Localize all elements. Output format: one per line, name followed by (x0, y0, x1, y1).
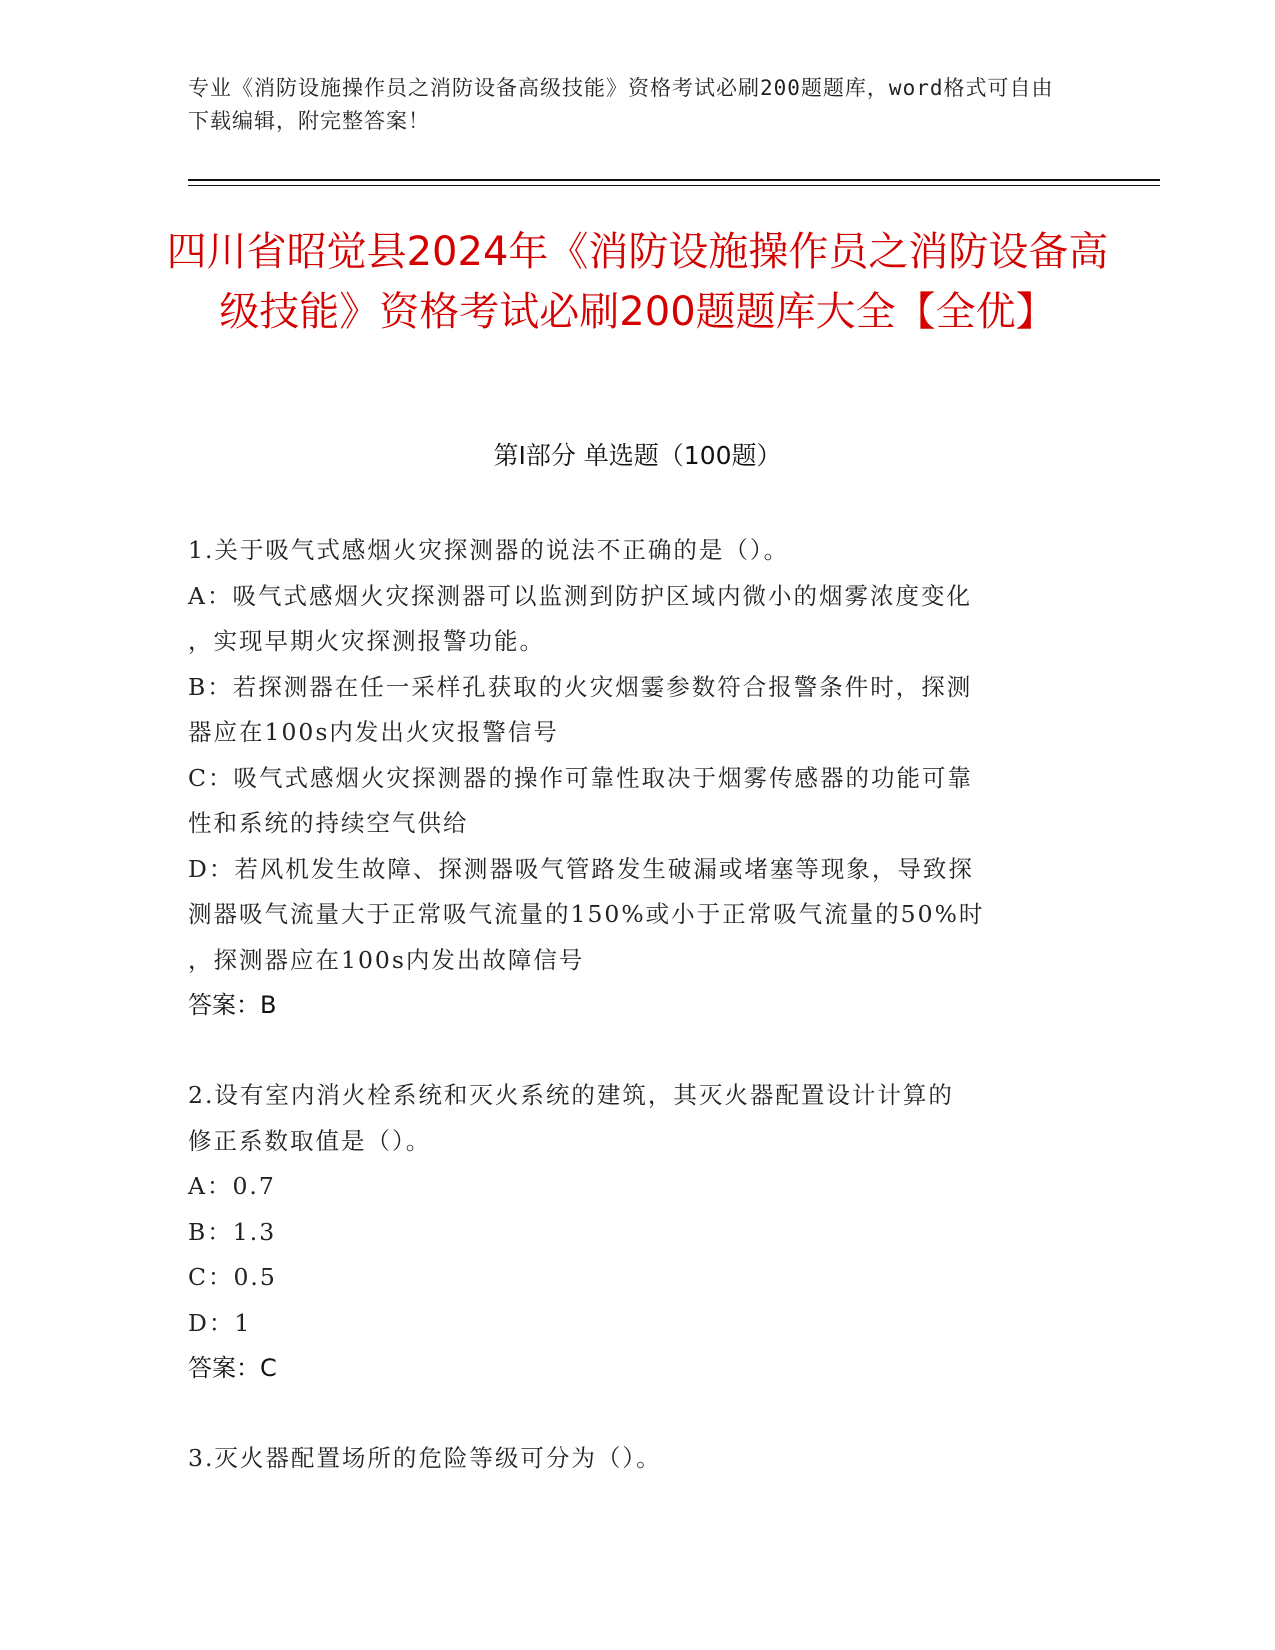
question-option: D：若风机发生故障、探测器吸气管路发生破漏或堵塞等现象，导致探 测器吸气流量大于正常吸气流量的150%或小于正常吸气流量的50%时 ，探测器应在100s内发出故障信号 (188, 854, 985, 974)
question-item (188, 1073, 1088, 1391)
question-option: C：0.5 (188, 1263, 277, 1291)
header-note: 专业《消防设施操作员之消防设备高级技能》资格考试必刷200题题库，word格式可自由下载编辑，附完整答案！ (188, 76, 1054, 133)
question-option: A：0.7 (188, 1172, 276, 1200)
question-option: B：若探测器在任一采样孔获取的火灾烟霎参数符合报警条件时，探测 器应在100s内发出火灾报警信号 (188, 672, 973, 746)
question-stem: 1.关于吸气式感烟火灾探测器的说法不正确的是（）。 (188, 536, 790, 564)
question-stem: 3.灭火器配置场所的危险等级可分为（）。 (188, 1444, 662, 1472)
question-item (188, 528, 1088, 1028)
question-option: D：1 (188, 1308, 252, 1337)
header-divider-thin (188, 185, 1160, 186)
question-option: B：1.3 (188, 1217, 277, 1246)
question-option: C：吸气式感烟火灾探测器的操作可靠性取决于烟雾传感器的功能可靠 性和系统的持续空气供给 (188, 763, 973, 837)
question-answer: 答案：C (188, 1354, 277, 1382)
question-list (188, 528, 1088, 1482)
document-title: 四川省昭觉县2024年《消防设施操作员之消防设备高级技能》资格考试必刷200题题库大全【全优】 (166, 229, 1109, 335)
question-stem: 2.设有室内消火栓系统和灭火系统的建筑，其灭火器配置设计计算的 修正系数取值是（）。 (188, 1081, 954, 1155)
question-option: A：吸气式感烟火灾探测器可以监测到防护区域内微小的烟雾浓度变化 ，实现早期火灾探测报警功能。 (188, 581, 972, 655)
question-answer: 答案：B (188, 991, 277, 1019)
header-divider-thick (188, 179, 1160, 181)
question-item (188, 1436, 1088, 1482)
section-title: 第I部分 单选题（100题） (493, 441, 782, 470)
